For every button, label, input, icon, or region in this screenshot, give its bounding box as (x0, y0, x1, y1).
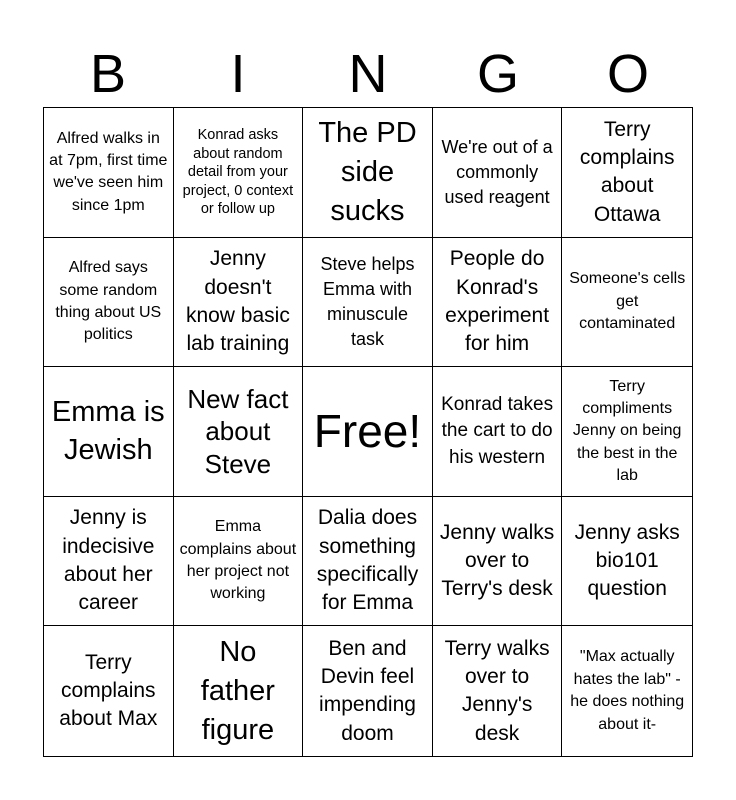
header-letter-i: I (230, 44, 246, 104)
bingo-cell[interactable]: Alfred says some random thing about US politics (44, 238, 174, 368)
bingo-cell[interactable]: We're out of a commonly used reagent (433, 108, 563, 238)
bingo-cell[interactable]: People do Konrad's experiment for him (433, 238, 563, 368)
bingo-cell[interactable]: Jenny walks over to Terry's desk (433, 497, 563, 627)
bingo-cell[interactable]: Alfred walks in at 7pm, first time we've seen him since 1pm (44, 108, 174, 238)
bingo-cell[interactable]: "Max actually hates the lab" -he does nothing about it- (570, 648, 685, 733)
bingo-cell[interactable]: Jenny is indecisive about her career (44, 497, 174, 627)
free-space[interactable]: Free! (303, 367, 433, 497)
bingo-header (43, 40, 693, 108)
bingo-cell[interactable]: New fact about Steve (174, 367, 304, 497)
bingo-board (43, 107, 693, 757)
bingo-cell[interactable]: Dalia does something specifically for Emma (303, 497, 433, 627)
header-letter-o: O (606, 44, 649, 104)
header-letter-n: N (348, 44, 388, 104)
header-letter-b: B (89, 44, 127, 104)
bingo-cell[interactable]: Terry complains about Ottawa (562, 108, 692, 238)
bingo-cell[interactable]: Terry compliments Jenny on being the best in the lab (562, 367, 692, 497)
bingo-cell[interactable]: Emma complains about her project not working (174, 497, 304, 627)
bingo-cell[interactable]: Konrad asks about random detail from your project, 0 context or follow up (174, 108, 304, 238)
bingo-cell[interactable]: The PD side sucks (303, 108, 433, 238)
bingo-cell[interactable]: Jenny asks bio101 question (562, 497, 692, 627)
bingo-cell[interactable]: Emma is Jewish (44, 367, 174, 497)
bingo-cell[interactable]: Konrad takes the cart to do his western (433, 367, 563, 497)
bingo-cell[interactable]: Terry walks over to Jenny's desk (433, 626, 563, 756)
bingo-cell[interactable]: Terry complains about Max (44, 626, 174, 756)
bingo-cell[interactable]: Jenny doesn't know basic lab training (174, 238, 304, 368)
bingo-cell[interactable]: Ben and Devin feel impending doom (303, 626, 433, 756)
bingo-cell[interactable]: No father figure (174, 626, 304, 756)
bingo-cell[interactable]: Steve helps Emma with minuscule task (303, 238, 433, 368)
bingo-cell[interactable]: Someone's cells get contaminated (562, 238, 692, 368)
header-letter-g: G (476, 44, 519, 104)
